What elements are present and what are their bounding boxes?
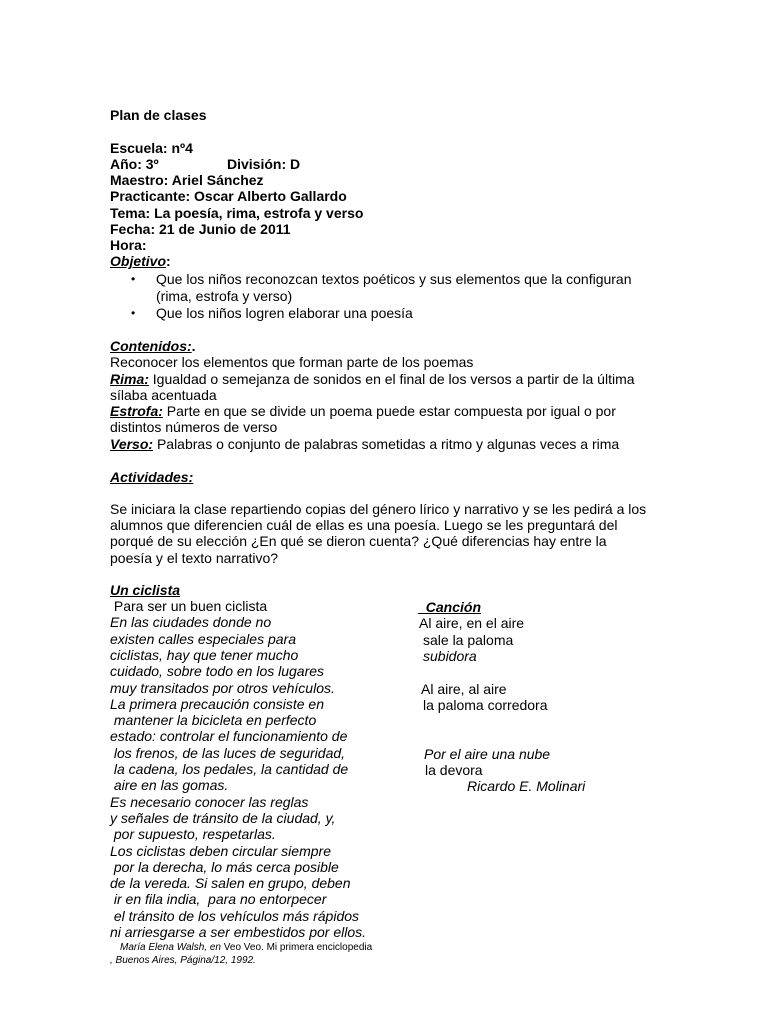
bullet-icon: • bbox=[131, 272, 136, 286]
bullet-icon: • bbox=[131, 306, 136, 320]
cancion-line: sale la paloma bbox=[423, 632, 514, 648]
objetivo-heading bbox=[110, 253, 171, 270]
ciclista-line: existen calles especiales para bbox=[110, 630, 296, 647]
cancion-line: la devora bbox=[425, 762, 483, 778]
ciclista-line: La primera precaución consiste en bbox=[110, 695, 325, 712]
ciclista-line: ciclistas, hay que tener mucho bbox=[110, 646, 299, 663]
cancion-line: subidora bbox=[423, 648, 477, 664]
ciclista-line: En las ciudades donde no bbox=[110, 614, 272, 631]
ciclista-line: Los ciclistas deben circular siempre bbox=[110, 842, 331, 859]
ciclista-line: ir en fila india, para no entorpecer bbox=[110, 891, 327, 908]
ciclista-line: y señales de tránsito de la ciudad, y, bbox=[110, 809, 336, 826]
contenidos-label: Contenidos: bbox=[110, 338, 192, 354]
verso-label: Verso: bbox=[110, 436, 154, 452]
practicante-line: Practicante: Oscar Alberto Gallardo bbox=[110, 188, 347, 204]
cancion-line: Al aire, en el aire bbox=[419, 615, 525, 631]
estrofa-line1 bbox=[110, 403, 616, 420]
ciclista-line: la cadena, los pedales, la cantidad de bbox=[110, 761, 349, 777]
objetivo-colon: : bbox=[166, 253, 171, 269]
ciclista-title: Un ciclista bbox=[110, 582, 181, 598]
tema-line: Tema: La poesía, rima, estrofa y verso bbox=[110, 205, 364, 221]
contenidos-suffix: . bbox=[191, 338, 196, 354]
verso-text: Palabras o conjunto de palabras sometidas a ritmo y algunas veces a rima bbox=[153, 436, 620, 452]
verso-line1 bbox=[110, 436, 619, 453]
ciclista-source-book: Veo Veo. Mi primera enciclopedia bbox=[223, 942, 373, 953]
ciclista-line: ni arriesgarse a ser embestidos por ellos. bbox=[110, 924, 367, 940]
ciclista-line: Es necesario conocer las reglas bbox=[110, 793, 309, 810]
ciclista-line: por supuesto, respetarlas. bbox=[110, 826, 276, 843]
hora-line: Hora: bbox=[110, 237, 147, 253]
escuela-line: Escuela: nº4 bbox=[110, 140, 193, 156]
division-line: División: D bbox=[227, 156, 301, 172]
rima-text: Igualdad o semejanza de sonidos en el final de los versos a partir de la última bbox=[148, 371, 635, 387]
cancion-line: la paloma corredora bbox=[423, 697, 548, 713]
rima-label: Rima: bbox=[110, 371, 149, 387]
ciclista-line: de la vereda. Si salen en grupo, deben bbox=[110, 875, 351, 892]
objetivo-item-1-line1: Que los niños reconozcan textos poéticos y sus elementos que la configuran bbox=[156, 271, 632, 287]
ciclista-line: muy transitados por otros vehículos. bbox=[110, 679, 335, 696]
estrofa-label: Estrofa: bbox=[110, 403, 163, 419]
objetivo-item-2: Que los niños logren elaborar una poesía bbox=[156, 305, 413, 321]
ciclista-line: los frenos, de las luces de seguridad, bbox=[110, 744, 346, 761]
anio-line: Año: 3º bbox=[110, 156, 159, 172]
actividades-heading: Actividades: bbox=[110, 469, 194, 485]
ciclista-source-author: María Elena Walsh, en bbox=[120, 942, 224, 953]
actividades-paragraph-line: poesía y el texto narrativo? bbox=[110, 550, 279, 566]
actividades-paragraph-line: alumnos que diferencien cuál de ellas es una poesía. Luego se les preguntará del bbox=[110, 517, 618, 533]
ciclista-line: cuidado, sobre todo en los lugares bbox=[110, 663, 325, 680]
ciclista-source-line1 bbox=[120, 941, 372, 954]
fecha-line: Fecha: 21 de Junio de 2011 bbox=[110, 221, 291, 237]
cancion-line: Por el aire una nube bbox=[424, 746, 551, 762]
rima-line2: sílaba acentuada bbox=[110, 387, 217, 403]
estrofa-text: Parte en que se divide un poema puede estar compuesta por igual o por bbox=[162, 403, 616, 419]
objetivo-label: Objetivo bbox=[110, 253, 167, 269]
ciclista-line: estado: controlar el funcionamiento de bbox=[110, 728, 348, 745]
contenidos-intro: Reconocer los elementos que forman parte de los poemas bbox=[110, 354, 474, 370]
objetivo-item-1-line2: (rima, estrofa y verso) bbox=[156, 288, 293, 304]
cancion-author: Ricardo E. Molinari bbox=[467, 778, 586, 794]
cancion-title-text: Canción bbox=[425, 599, 482, 615]
actividades-paragraph-line: porqué de su elección ¿En qué se dieron cuenta? ¿Qué diferencias hay entre la bbox=[110, 533, 607, 549]
ciclista-line: Para ser un buen ciclista bbox=[110, 598, 268, 614]
ciclista-source-line2: , Buenos Aires, Página/12, 1992. bbox=[110, 955, 256, 966]
actividades-paragraph-line: Se iniciara la clase repartiendo copias del género lírico y narrativo y se les pedirá a los bbox=[110, 501, 647, 517]
estrofa-line2: distintos números de verso bbox=[110, 419, 278, 435]
rima-line1 bbox=[110, 371, 635, 388]
cancion-title bbox=[418, 599, 481, 616]
ciclista-line: mantener la bicicleta en perfecto bbox=[110, 712, 317, 729]
document-title: Plan de clases bbox=[110, 107, 207, 123]
maestro-line: Maestro: Ariel Sánchez bbox=[110, 172, 264, 188]
ciclista-line: por la derecha, lo más cerca posible bbox=[110, 858, 339, 875]
contenidos-heading bbox=[110, 338, 196, 355]
ciclista-line: el tránsito de los vehículos más rápidos bbox=[110, 907, 360, 924]
cancion-line: Al aire, al aire bbox=[421, 681, 507, 697]
ciclista-line: aire en las gomas. bbox=[110, 777, 229, 794]
